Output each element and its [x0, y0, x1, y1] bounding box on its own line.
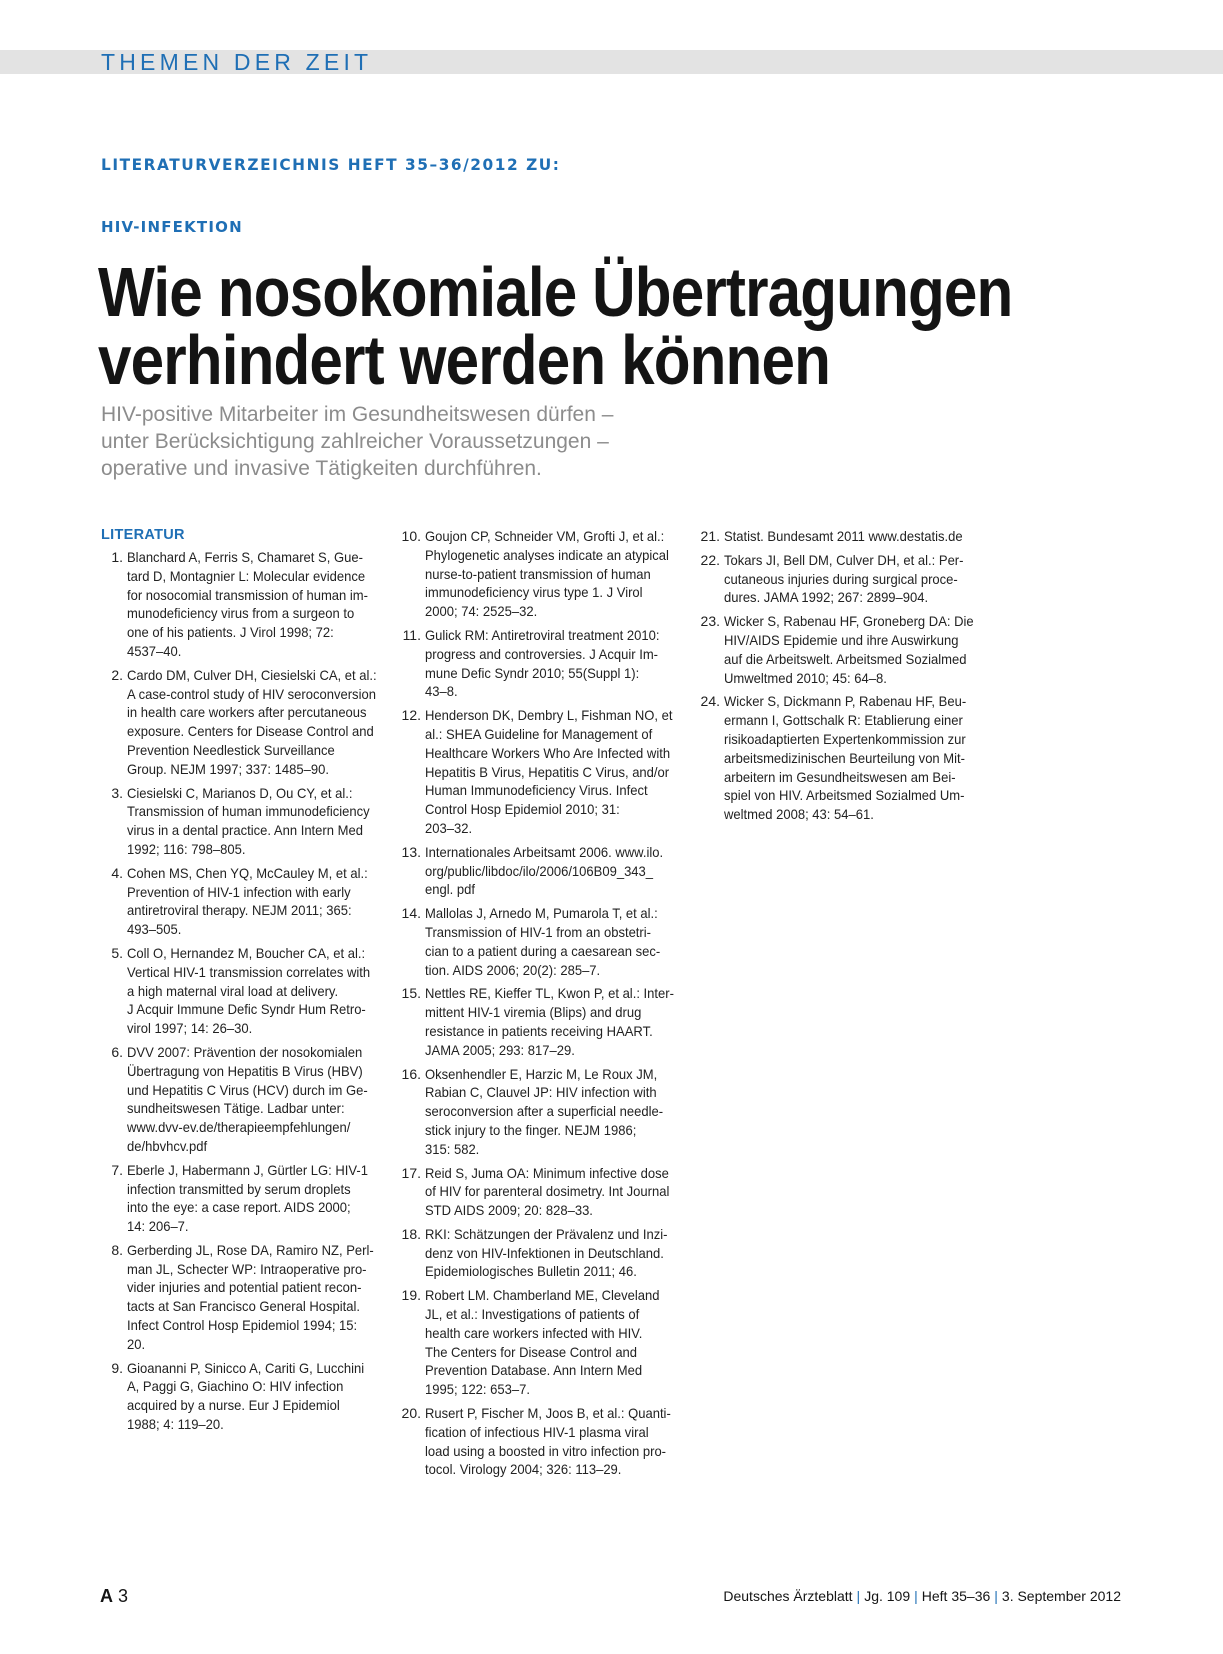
reference-line: spiel von HIV. Arbeitsmed Sozialmed Um-	[724, 787, 965, 804]
reference-line: sundheitswesen Tätige. Ladbar unter:	[127, 1100, 345, 1117]
reference-line: Cardo DM, Culver DH, Ciesielski CA, et al.:	[127, 666, 377, 683]
reference-text	[425, 904, 665, 979]
kicker: LITERATURVERZEICHNIS HEFT 35–36/2012 ZU:	[101, 155, 561, 174]
reference-item	[101, 548, 391, 661]
reference-number: 13.	[401, 843, 421, 860]
headline	[98, 253, 1044, 399]
reference-item	[101, 784, 391, 859]
reference-line: mittent HIV-1 viremia (Blips) and drug	[425, 1004, 642, 1021]
headline-line: Wie nosokomiale Übertragungen	[98, 253, 1013, 331]
reference-number: 15.	[401, 985, 421, 1002]
reference-line: Epidemiologisches Bulletin 2011; 46.	[425, 1263, 637, 1280]
reference-line: 1988; 4: 119–20.	[127, 1416, 224, 1433]
reference-text	[425, 1065, 665, 1159]
reference-number: 23.	[700, 613, 720, 630]
reference-line: vider injuries and potential patient recon-	[127, 1279, 362, 1296]
section-label: THEMEN DER ZEIT	[101, 49, 373, 75]
reference-line: auf die Arbeitswelt. Arbeitsmed Sozialmed	[724, 650, 967, 667]
reference-line: A case-control study of HIV seroconversion	[127, 685, 376, 702]
reference-line: tion. AIDS 2006; 20(2): 285–7.	[425, 961, 601, 978]
reference-line: Infect Control Hosp Epidemiol 1994; 15:	[127, 1317, 358, 1334]
reference-line: Vertical HIV-1 transmission correlates with	[127, 963, 371, 980]
reference-item	[393, 706, 683, 838]
reference-text	[127, 864, 373, 939]
reference-line: Control Hosp Epidemiol 2010; 31:	[425, 801, 620, 818]
literature-heading: LITERATUR	[101, 527, 185, 543]
headline-line: verhindert werden können	[98, 321, 831, 399]
reference-line: 493–505.	[127, 921, 182, 938]
reference-line: Prevention of HIV-1 infection with early	[127, 883, 351, 900]
reference-line: Gioananni P, Sinicco A, Cariti G, Lucchini	[127, 1359, 365, 1376]
references-column-2	[393, 527, 683, 1484]
reference-line: Rabian C, Clauvel JP: HIV infection with	[425, 1084, 657, 1101]
reference-line: 1992; 116: 798–805.	[127, 840, 246, 857]
reference-number: 19.	[401, 1287, 421, 1304]
reference-line: Blanchard A, Ferris S, Chamaret S, Gue-	[127, 549, 363, 565]
reference-text	[127, 784, 373, 859]
reference-line: dures. JAMA 1992; 267: 2899–904.	[724, 589, 929, 606]
reference-line: Wicker S, Dickmann P, Rabenau HF, Beu-	[724, 693, 967, 710]
reference-line: JAMA 2005; 293: 817–29.	[425, 1041, 575, 1058]
reference-text	[724, 527, 964, 546]
reference-text	[127, 1241, 374, 1354]
reference-text	[724, 551, 964, 607]
reference-line: virol 1997; 14: 26–30.	[127, 1020, 253, 1037]
journal-name: Deutsches Ärzteblatt	[723, 1588, 853, 1604]
reference-item	[101, 1359, 391, 1434]
reference-text	[425, 626, 665, 701]
reference-number: 11.	[402, 626, 421, 643]
reference-line: fication of infectious HIV-1 plasma viral	[425, 1423, 649, 1440]
reference-number: 10.	[401, 528, 421, 544]
reference-line: 20.	[127, 1335, 146, 1352]
reference-item	[393, 1164, 683, 1220]
reference-line: Coll O, Hernandez M, Boucher CA, et al.:	[127, 944, 366, 961]
separator: |	[914, 1588, 918, 1604]
reference-line: tard D, Montagnier L: Molecular evidence	[127, 567, 366, 584]
reference-line: munodeficiency virus from a surgeon to	[127, 605, 355, 622]
reference-line: Internationales Arbeitsamt 2006. www.ilo.	[425, 843, 664, 860]
reference-number: 14.	[401, 905, 421, 922]
reference-text	[425, 1404, 671, 1479]
issue: Heft 35–36	[921, 1588, 991, 1604]
reference-line: Nettles RE, Kieffer TL, Kwon P, et al.: Inter-	[425, 985, 674, 1002]
reference-text	[425, 1225, 667, 1281]
reference-line: into the eye: a case report. AIDS 2000;	[127, 1199, 351, 1216]
page-number	[100, 1586, 128, 1607]
reference-line: health care workers infected with HIV.	[425, 1324, 643, 1341]
reference-item	[393, 527, 683, 621]
reference-line: arbeitern im Gesundheitswesen am Bei-	[724, 768, 956, 785]
topic-label: HIV-INFEKTION	[101, 218, 243, 236]
reference-line: Transmission of human immunodeficiency	[127, 803, 370, 820]
reference-line: 2000; 74: 2525–32.	[425, 603, 538, 620]
reference-number: 7.	[111, 1161, 123, 1178]
reference-line: und Hepatitis C Virus (HCV) durch im Ge-	[127, 1081, 368, 1098]
reference-line: Cohen MS, Chen YQ, McCauley M, et al.:	[127, 864, 368, 881]
reference-line: Umweltmed 2010; 45: 64–8.	[724, 669, 887, 686]
reference-line: weltmed 2008; 43: 54–61.	[724, 806, 874, 823]
reference-line: de/hbvhcv.pdf	[127, 1137, 208, 1154]
reference-number: 24.	[700, 693, 720, 710]
reference-line: nurse-to-patient transmission of human	[425, 565, 651, 582]
reference-item	[393, 1404, 683, 1479]
reference-line: arbeitsmedizinischen Beurteilung von Mit-	[724, 749, 965, 766]
reference-number: 6.	[111, 1043, 123, 1060]
reference-line: A, Paggi G, Giachino O: HIV infection	[127, 1378, 344, 1395]
reference-number: 8.	[111, 1241, 123, 1258]
reference-line: Hepatitis B Virus, Hepatitis C Virus, and/or	[425, 763, 670, 780]
reference-line: 4537–40.	[127, 642, 182, 659]
reference-line: Prevention Needlestick Surveillance	[127, 741, 335, 758]
reference-line: exposure. Centers for Disease Control and	[127, 723, 374, 740]
reference-line: tocol. Virology 2004; 326: 113–29.	[425, 1461, 622, 1478]
reference-line: for nosocomial transmission of human im-	[127, 586, 368, 603]
reference-text	[127, 1161, 373, 1236]
reference-number: 16.	[401, 1065, 421, 1082]
reference-number: 22.	[700, 551, 720, 568]
reference-line: STD AIDS 2009; 20: 828–33.	[425, 1202, 593, 1219]
reference-number: 12.	[401, 707, 421, 724]
reference-line: resistance in patients receiving HAART.	[425, 1022, 653, 1039]
reference-line: 1995; 122: 653–7.	[425, 1381, 530, 1398]
reference-line: RKI: Schätzungen der Prävalenz und Inzi-	[425, 1225, 668, 1242]
reference-line: Reid S, Juma OA: Minimum infective dose	[425, 1164, 669, 1181]
reference-text	[425, 984, 674, 1059]
reference-item	[101, 1043, 391, 1156]
reference-item	[692, 612, 982, 687]
reference-number: 2.	[111, 666, 123, 683]
reference-line: Statist. Bundesamt 2011 www.destatis.de	[724, 528, 963, 544]
reference-line: ermann I, Gottschalk R: Etablierung einer	[724, 712, 963, 729]
reference-line: Transmission of HIV-1 from an obstetri-	[425, 923, 652, 940]
reference-number: 21.	[700, 528, 720, 544]
reference-item	[101, 1161, 391, 1236]
reference-line: load using a boosted in vitro infection pro-	[425, 1442, 667, 1459]
dek-line: HIV-positive Mitarbeiter im Gesundheitswesen dürfen –	[101, 403, 614, 426]
reference-line: The Centers for Disease Control and	[425, 1343, 638, 1360]
reference-text	[425, 1164, 669, 1220]
reference-line: DVV 2007: Prävention der nosokomialen	[127, 1043, 363, 1060]
reference-item	[101, 864, 391, 939]
reference-line: seroconversion after a superficial needle-	[425, 1103, 664, 1120]
reference-line: immunodeficiency virus type 1. J Virol	[425, 584, 643, 601]
reference-line: JL, et al.: Investigations of patients of	[425, 1306, 640, 1323]
dek-line: unter Berücksichtigung zahlreicher Voraussetzungen –	[101, 430, 609, 453]
references-column-1	[101, 526, 391, 1439]
page-prefix: A	[100, 1586, 113, 1606]
reference-line: one of his patients. J Virol 1998; 72:	[127, 624, 334, 641]
reference-item	[393, 626, 683, 701]
volume: Jg. 109	[864, 1588, 911, 1604]
reference-line: virus in a dental practice. Ann Intern Med	[127, 822, 363, 839]
reference-text	[127, 1043, 373, 1156]
dek-line: operative und invasive Tätigkeiten durchführen.	[101, 457, 542, 480]
reference-item	[101, 1241, 391, 1354]
reference-line: Gerberding JL, Rose DA, Ramiro NZ, Perl-	[127, 1241, 374, 1258]
reference-line: 14: 206–7.	[127, 1218, 189, 1235]
reference-line: 315: 582.	[425, 1140, 480, 1157]
reference-line: Robert LM. Chamberland ME, Cleveland	[425, 1287, 660, 1304]
reference-text	[425, 527, 669, 621]
reference-line: HIV/AIDS Epidemie und ihre Auswirkung	[724, 631, 959, 648]
reference-text	[127, 1359, 373, 1434]
reference-line: tacts at San Francisco General Hospital.	[127, 1298, 361, 1315]
reference-line: Prevention Database. Ann Intern Med	[425, 1362, 643, 1379]
footer-citation	[723, 1588, 1121, 1604]
reference-item	[393, 843, 683, 899]
reference-item	[692, 527, 982, 546]
reference-number: 3.	[111, 784, 123, 801]
reference-line: Oksenhendler E, Harzic M, Le Roux JM,	[425, 1065, 658, 1082]
reference-text	[724, 612, 974, 687]
reference-line: of HIV for parenteral dosimetry. Int Journal	[425, 1183, 670, 1200]
separator: |	[856, 1588, 861, 1604]
reference-text	[127, 666, 377, 779]
reference-item	[393, 904, 683, 979]
reference-line: cian to a patient during a caesarean sec-	[425, 942, 661, 959]
reference-line: Human Immunodeficiency Virus. Infect	[425, 782, 648, 799]
reference-line: www.dvv-ev.de/therapieempfehlungen/	[127, 1119, 351, 1136]
reference-line: denz von HIV-Infektionen in Deutschland.	[425, 1244, 664, 1261]
reference-number: 18.	[401, 1225, 421, 1242]
reference-line: Henderson DK, Dembry L, Fishman NO, et	[425, 707, 673, 724]
reference-text	[425, 706, 672, 838]
reference-number: 4.	[111, 864, 123, 881]
reference-number: 20.	[401, 1405, 421, 1422]
dek	[101, 401, 701, 482]
reference-item	[692, 551, 982, 607]
reference-line: 43–8.	[425, 683, 458, 700]
reference-line: infection transmitted by serum droplets	[127, 1180, 351, 1197]
reference-line: Goujon CP, Schneider VM, Grofti J, et al.:	[425, 528, 665, 544]
reference-item	[692, 692, 982, 824]
page-number-value: 3	[118, 1586, 129, 1606]
reference-line: Übertragung von Hepatitis B Virus (HBV)	[127, 1062, 363, 1079]
reference-line: Tokars JI, Bell DM, Culver DH, et al.: Per-	[724, 551, 964, 568]
reference-line: cutaneous injuries during surgical proce-	[724, 570, 958, 587]
reference-item	[101, 944, 391, 1038]
reference-line: engl. pdf	[425, 881, 475, 898]
reference-text	[425, 1286, 665, 1399]
reference-line: Eberle J, Habermann J, Gürtler LG: HIV-1	[127, 1161, 368, 1178]
reference-line: mune Defic Syndr 2010; 55(Suppl 1):	[425, 664, 640, 681]
reference-line: Rusert P, Fischer M, Joos B, et al.: Quanti-	[425, 1405, 671, 1422]
reference-item	[393, 1286, 683, 1399]
issue-date: 3. September 2012	[1001, 1588, 1121, 1604]
reference-text	[724, 692, 966, 824]
reference-line: al.: SHEA Guideline for Management of	[425, 725, 653, 742]
reference-item	[101, 666, 391, 779]
reference-line: acquired by a nurse. Eur J Epidemiol	[127, 1397, 340, 1414]
reference-line: in health care workers after percutaneous	[127, 704, 367, 721]
reference-line: Mallolas J, Arnedo M, Pumarola T, et al.:	[425, 905, 658, 922]
reference-line: Healthcare Workers Who Are Infected with	[425, 744, 671, 761]
reference-number: 5.	[111, 944, 123, 961]
reference-item	[393, 984, 683, 1059]
reference-line: progress and controversies. J Acquir Im-	[425, 645, 659, 662]
reference-line: J Acquir Immune Defic Syndr Hum Retro-	[127, 1001, 366, 1018]
references-column-3	[692, 527, 982, 829]
reference-line: 203–32.	[425, 819, 473, 836]
reference-line: risikoadaptierten Expertenkommission zur	[724, 730, 966, 747]
reference-text	[127, 548, 373, 661]
separator: |	[994, 1588, 998, 1604]
reference-line: org/public/libdoc/ilo/2006/106B09_343_	[425, 862, 654, 879]
reference-number: 17.	[401, 1164, 421, 1181]
reference-text	[127, 944, 373, 1038]
reference-line: a high maternal viral load at delivery.	[127, 982, 339, 999]
reference-number: 1.	[111, 549, 123, 565]
reference-line: Gulick RM: Antiretroviral treatment 2010:	[425, 626, 660, 643]
reference-item	[393, 1225, 683, 1281]
reference-line: Phylogenetic analyses indicate an atypical	[425, 546, 669, 563]
reference-item	[393, 1065, 683, 1159]
reference-line: antiretroviral therapy. NEJM 2011; 365:	[127, 902, 352, 919]
reference-line: Wicker S, Rabenau HF, Groneberg DA: Die	[724, 613, 974, 630]
reference-text	[425, 843, 665, 899]
reference-line: Group. NEJM 1997; 337: 1485–90.	[127, 760, 329, 777]
reference-line: Ciesielski C, Marianos D, Ou CY, et al.:	[127, 784, 353, 801]
reference-line: stick injury to the finger. NEJM 1986;	[425, 1121, 637, 1138]
reference-number: 9.	[111, 1359, 123, 1376]
reference-line: man JL, Schecter WP: Intraoperative pro-	[127, 1260, 367, 1277]
